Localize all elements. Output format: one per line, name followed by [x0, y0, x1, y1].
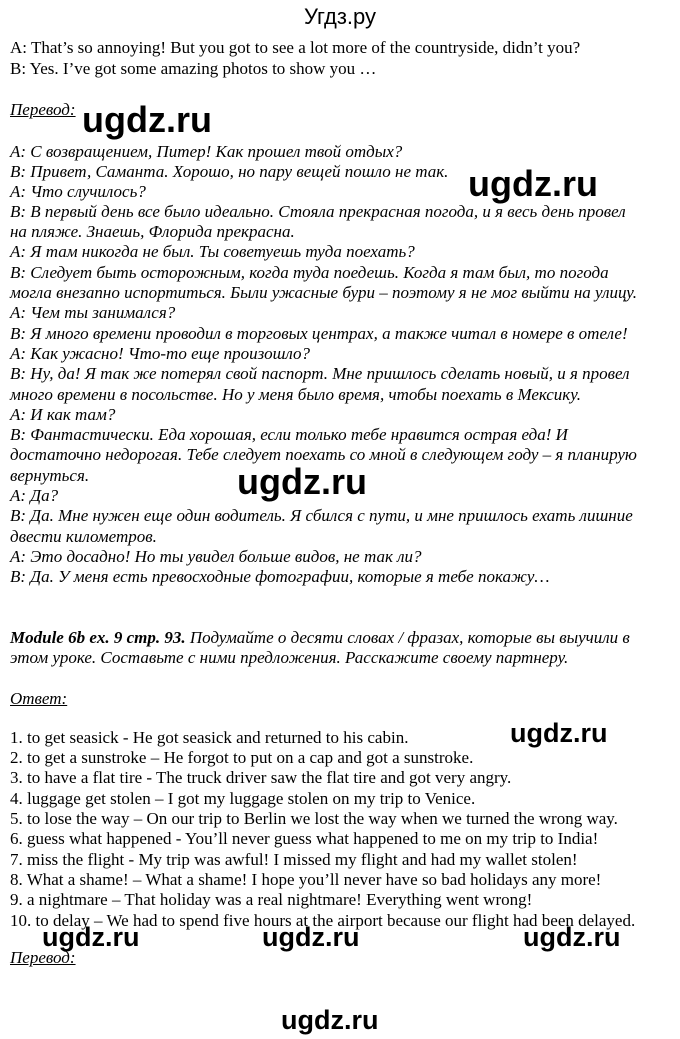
translation-line: двести километров. [10, 527, 157, 546]
translation-line: могла внезапно испортиться. Были ужасные бури – поэтому я не мог выйти на улицу. [10, 283, 638, 302]
answer-item: 9. a nightmare – That holiday was a real nightmare! Everything went wrong! [10, 890, 533, 909]
watermark: ugdz.ru [82, 99, 212, 140]
exercise-ref: Module 6b ex. 9 стр. 93. [10, 628, 186, 647]
exercise-task-line: этом уроке. Составьте с ними предложения. Расскажите своему партнеру. [10, 648, 569, 667]
translation-line: B: В первый день все было идеально. Стояла прекрасная погода, и я весь день провел [10, 202, 626, 221]
translation-line: A: С возвращением, Питер! Как прошел твой отдых? [10, 142, 403, 161]
translation-line: A: Это досадно! Но ты увидел больше видов, не так ли? [10, 547, 422, 566]
translation-line: A: Как ужасно! Что-то еще произошло? [10, 344, 311, 363]
translation-line: A: Да? [10, 486, 59, 505]
exercise-heading [10, 628, 630, 648]
translation-line: B: Ну, да! Я так же потерял свой паспорт. Мне пришлось сделать новый, и я провел [10, 364, 630, 383]
dialogue-line: B: Yes. I’ve got some amazing photos to show you … [10, 59, 377, 78]
translation-line: на пляже. Знаешь, Флорида прекрасна. [10, 222, 295, 241]
watermark: ugdz.ru [510, 718, 608, 748]
exercise-task: Подумайте о десяти словах / фразах, которые вы выучили в [185, 628, 630, 647]
answer-label: Ответ: [10, 689, 68, 708]
answer-item: 5. to lose the way – On our trip to Berlin we lost the way when we turned the wrong way. [10, 809, 618, 828]
watermark: ugdz.ru [468, 163, 598, 204]
dialogue-line: A: That’s so annoying! But you got to see a lot more of the countryside, didn’t you? [10, 38, 581, 57]
translation-line: B: Фантастически. Еда хорошая, если только тебе нравится острая еда! И [10, 425, 568, 444]
translation-label: Перевод: [10, 100, 76, 119]
translation-line: A: Что случилось? [10, 182, 146, 201]
watermark: ugdz.ru [262, 922, 360, 952]
translation-line: B: Да. Мне нужен еще один водитель. Я сбился с пути, и мне пришлось ехать лишние [10, 506, 633, 525]
translation-label-2: Перевод: [10, 948, 76, 967]
translation-line: B: Да. У меня есть превосходные фотографии, которые я тебе покажу… [10, 567, 550, 586]
answer-item: 8. What a shame! – What a shame! I hope you’ll never have so bad holidays any more! [10, 870, 602, 889]
answer-item: 7. miss the flight - My trip was awful! I missed my flight and had my wallet stolen! [10, 850, 578, 869]
answer-item: 6. guess what happened - You’ll never guess what happened to me on my trip to India! [10, 829, 599, 848]
watermark: ugdz.ru [281, 1005, 379, 1035]
translation-line: B: Привет, Саманта. Хорошо, но пару вещей пошло не так. [10, 162, 449, 181]
answer-item: 2. to get a sunstroke – He forgot to put on a cap and got a sunstroke. [10, 748, 474, 767]
translation-line: A: Я там никогда не был. Ты советуешь туда поехать? [10, 242, 415, 261]
translation-line: вернуться. [10, 466, 90, 485]
answer-item: 1. to get seasick - He got seasick and returned to his cabin. [10, 728, 409, 747]
translation-line: много времени в посольстве. Но у меня было время, чтобы поехать в Мексику. [10, 385, 581, 404]
watermark: ugdz.ru [523, 922, 621, 952]
translation-line: A: И как там? [10, 405, 116, 424]
translation-line: B: Я много времени проводил в торговых центрах, а также читал в номере в отеле! [10, 324, 628, 343]
answer-item: 4. luggage get stolen – I got my luggage stolen on my trip to Venice. [10, 789, 476, 808]
answer-item: 3. to have a flat tire - The truck driver saw the flat tire and got very angry. [10, 768, 512, 787]
watermark: ugdz.ru [237, 461, 367, 502]
translation-line: A: Чем ты занимался? [10, 303, 176, 322]
watermark: ugdz.ru [42, 922, 140, 952]
translation-line: B: Следует быть осторожным, когда туда поедешь. Когда я там был, то погода [10, 263, 609, 282]
answer-item: 10. to delay – We had to spend five hours at the airport because our flight had been delayed. [10, 911, 636, 930]
site-title: Угдз.ру [303, 4, 377, 29]
translation-line: достаточно недорогая. Тебе следует поехать со мной в следующем году – я планирую [10, 445, 637, 464]
